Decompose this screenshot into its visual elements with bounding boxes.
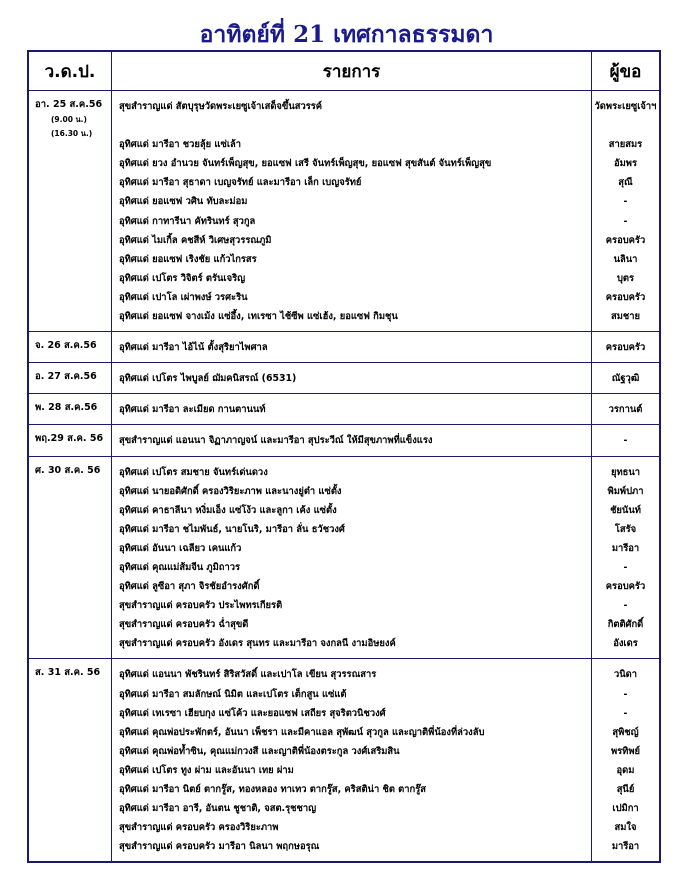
items-cell — [112, 91, 592, 332]
intention-text: อุทิศแด่ มารีอา นิตย์ ตากรู๊ส, ทองหลอง ทาเทว ตากรู๊ส, คริสติน่า ชิต ตากรู๊ส — [119, 784, 426, 795]
items-cell — [112, 659, 592, 862]
intention-text: อุทิศแด่ คุณพ่อท้ำซิน, คุณแม่กวงสี และญาติพี่น้องตระกูล วงศ์เสริมสิน — [119, 745, 400, 757]
requester-name: พิมพ์ปภา — [607, 485, 644, 497]
table-row — [28, 456, 660, 659]
date-cell — [28, 332, 112, 363]
requester-name: ณัฐวุฒิ — [611, 373, 640, 385]
requester-name — [592, 116, 659, 135]
intention-text: อุทิศแด่ คุณพ่อประพักตร์, อันนา เพ็ชรา และมีคาแอล สุพัฒน์ สุวกูล และญาติพี่น้องที่ล่วงลับ — [119, 726, 485, 738]
header-requester: ผู้ขอ — [592, 51, 661, 91]
requester-cell — [592, 91, 661, 332]
date-label: อา. 25 ส.ค.56 — [35, 99, 103, 110]
date-label: อ. 27 ส.ค.56 — [35, 371, 97, 383]
intention-text: อุทิศแด่ เปาโล เผ่าพงษ์ วรศะริน — [119, 291, 248, 303]
date-label: พ. 28 ส.ค.56 — [35, 402, 98, 414]
intention-text: สุขสำราญแด่ ครอบครัว อังเดร สุนทร และมารีอา จงกลนี งามอิษยงค์ — [119, 638, 396, 650]
items-cell — [112, 332, 592, 363]
requester-name: ชัยนันท์ — [610, 504, 641, 516]
requester-name: ครอบครัว — [605, 291, 646, 303]
intention-text: อุทิศแด่ ยอแซฟ เริงชัย แก้วไกรสร — [119, 253, 257, 265]
requester-name: พรทิพย์ — [610, 745, 641, 757]
mass-time: (9.00 น.) — [51, 115, 87, 124]
requester-name: สายสมร — [608, 139, 643, 151]
requester-name: วนิดา — [613, 669, 638, 681]
table-row — [28, 394, 660, 425]
intention-text: อุทิศแด่ มารีอา ไอ้ไน้ ตั้งสุริยาไพศาล — [119, 342, 268, 354]
requester-name: - — [623, 196, 628, 208]
intention-text: อุทิศแด่ ยอแซฟ จางเม้ง แซ่อึ้ง, เทเรซา ไช้ซีพ แซ่เฮ้ง, ยอแซฟ กิมชุน — [119, 311, 398, 323]
requester-cell — [592, 363, 661, 394]
requester-name: มารีอา — [611, 841, 640, 853]
table-row — [28, 332, 660, 363]
requester-name: - — [623, 600, 628, 612]
requester-name: สุณี — [618, 177, 633, 189]
requester-cell — [592, 332, 661, 363]
intention-text: อุทิศแด่ ยอแซฟ วศิน ทับละม่อม — [119, 196, 248, 208]
header-date: ว.ด.ป. — [28, 51, 112, 91]
page-title: อาทิตย์ที่ 21 เทศกาลธรรมดา — [199, 21, 494, 48]
requester-name: สมชาย — [610, 311, 641, 323]
intention-text: สุขสำราญแด่ ครอบครัว มารีอา นิลนา พฤกษอรุณ — [119, 841, 320, 853]
items-cell — [112, 363, 592, 394]
requester-name: - — [623, 215, 628, 227]
intention-text: อุทิศแด่ มารีอา สุธาดา เบญจรัทย์ และมารีอา เล็ก เบญจรัทย์ — [119, 177, 362, 189]
intention-text: อุทิศแด่ มารีอา ชไมพันธ์, นายโนริ, มารีอา ลั่น ธวัชวงศ์ — [119, 523, 345, 535]
intention-text: อุทิศแด่ คุณแม่ส้มจีน ภูมิถาวร — [119, 561, 241, 573]
requester-name: สุนีย์ — [616, 784, 635, 795]
intention-text: อุทิศแด่ แอนนา พัชรินทร์ สิริสวัสดิ์ และเปาโล เขียน สุวรรณสาร — [119, 669, 377, 681]
intention-text: สุขสำราญแด่ ครอบครัว ครองวิริยะภาพ — [119, 822, 279, 834]
intention-text: อุทิศแด่ เทเรซา เฮียบกุง แซ่โค้ว และยอแซฟ เสถียร สุจริตวนิชวงศ์ — [119, 707, 386, 719]
items-cell — [112, 456, 592, 659]
intention-text: อุทิศแด่ คาธาลีนา หงิ่มเอ็ง แซ่โง้ว และลูกา เค้ง แซ่ตั้ง — [119, 504, 337, 516]
requester-name: มารีอา — [611, 542, 640, 554]
items-cell — [112, 394, 592, 425]
intention-text: อุทิศแด่ เปโตร วิจิตร์ ตรันเจริญ — [119, 272, 246, 284]
intention-text: อุทิศแด่ มารีอา ละเมียด กานตานนท์ — [119, 404, 266, 416]
requester-name: ครอบครัว — [605, 234, 646, 246]
intention-text: อุทิศแด่ ไมเกิ้ล คชสีห์ วิเศษสุวรรณภูมิ — [119, 234, 272, 246]
requester-cell — [592, 659, 661, 862]
intention-text: สุขสำราญแด่ แอนนา จิฏาภาญจน์ และมารีอา สุประวีณ์ ให้มีสุขภาพที่แข็งแรง — [119, 435, 433, 447]
requester-cell — [592, 456, 661, 659]
intention-text: อุทิศแด่ นายอดิศักดิ์ ครองวิริยะภาพ และนางยู่ต๋า แซ่ตั้ง — [119, 485, 342, 497]
requester-name: วรกานต์ — [608, 404, 643, 416]
header-items: รายการ — [112, 51, 592, 91]
requester-cell — [592, 425, 661, 456]
intention-text: อุทิศแด่ เปโตร ทูง ผ่าม และอันนา เทย ผ่าม — [119, 764, 294, 776]
intention-text: อุทิศแด่ กาทารีนา คัทรินทร์ สุวกูล — [119, 215, 256, 227]
requester-name: - — [623, 688, 628, 700]
requester-name: - — [623, 707, 628, 719]
table-row — [28, 363, 660, 394]
requester-name: บุตร — [616, 272, 635, 284]
intention-text: อุทิศแด่ มารีอา อารี, อันตน ชูชาติ, จสต.รุชชาญ — [119, 803, 317, 815]
date-cell — [28, 659, 112, 862]
intention-text: อุทิศแด่ ยวง อำนวย จันทร์เพ็ญสุข, ยอแซฟ เสรี จันทร์เพ็ญสุข, ยอแซฟ สุขสันต์ จันทร์เพ็ญสุข — [119, 158, 492, 170]
intention-text: สุขสำราญแด่ ครอบครัว ฉ่ำสุขดี — [119, 619, 249, 631]
date-cell — [28, 425, 112, 456]
intentions-table — [27, 50, 661, 863]
intention-text: อุทิศแด่ อันนา เฉลียว เคนแก้ว — [119, 542, 242, 554]
intention-text: อุทิศแด่ เปโตร สมชาย จันทร์เด่นดวง — [119, 466, 268, 478]
date-label: ศ. 30 ส.ค. 56 — [35, 464, 101, 476]
requester-name: - — [623, 435, 628, 447]
requester-name: - — [623, 561, 628, 573]
intention-text: สุขสำราญแด่ สัตบุรุษวัดพระเยซูเจ้าเสด็จขึ้นสวรรค์ — [119, 101, 323, 112]
requester-name: เปมิกา — [612, 803, 639, 815]
intention-text: อุทิศแด่ ลูซีอา สุภา จิรชัยอำรงศักดิ์ — [119, 581, 260, 593]
intention-text: อุทิศแด่ เปโตร ไพบูลย์ ฌัมคนิสรณ์ (6531) — [119, 373, 297, 385]
requester-name: สมใจ — [614, 822, 637, 834]
table-header-row — [28, 51, 660, 91]
requester-name: ยุทธนา — [610, 466, 641, 478]
date-label: พฤ.29 ส.ค. 56 — [35, 433, 104, 445]
requester-name: นลินา — [613, 253, 638, 265]
requester-cell — [592, 394, 661, 425]
intention-text: อุทิศแด่ มารีอา ชวยลุ้ย แซ่เล้า — [119, 139, 242, 151]
date-label: จ. 26 ส.ค.56 — [35, 340, 97, 352]
requester-name: โสรัจ — [614, 523, 637, 535]
mass-time: (16.30 น.) — [51, 129, 93, 138]
table-body — [28, 91, 660, 863]
intention-text: อุทิศแด่ มารีอา สมลักษณ์ นิมิต และเปโตร เต็กสูน แซ่แต้ — [119, 688, 347, 700]
items-cell — [112, 425, 592, 456]
requester-name: สุพิชญ์ — [612, 726, 639, 738]
intention-text — [112, 116, 591, 135]
requester-name: ครอบครัว — [605, 342, 646, 354]
date-cell — [28, 363, 112, 394]
requester-name: อุดม — [616, 764, 635, 776]
date-cell — [28, 394, 112, 425]
date-cell — [28, 91, 112, 332]
intention-text: สุขสำราญแด่ ครอบครัว ประไพทรเกียรติ — [119, 600, 283, 612]
requester-name: วัดพระเยซูเจ้าฯ — [594, 101, 657, 112]
requester-name: กิตติศักดิ์ — [607, 619, 644, 631]
requester-name: อังเดร — [613, 638, 638, 650]
table-row — [28, 425, 660, 456]
table-row — [28, 91, 660, 332]
table-row — [28, 659, 660, 862]
date-label: ส. 31 ส.ค. 56 — [35, 667, 101, 679]
requester-name: อัมพร — [613, 158, 638, 170]
requester-name: ครอบครัว — [605, 581, 646, 593]
date-cell — [28, 456, 112, 659]
